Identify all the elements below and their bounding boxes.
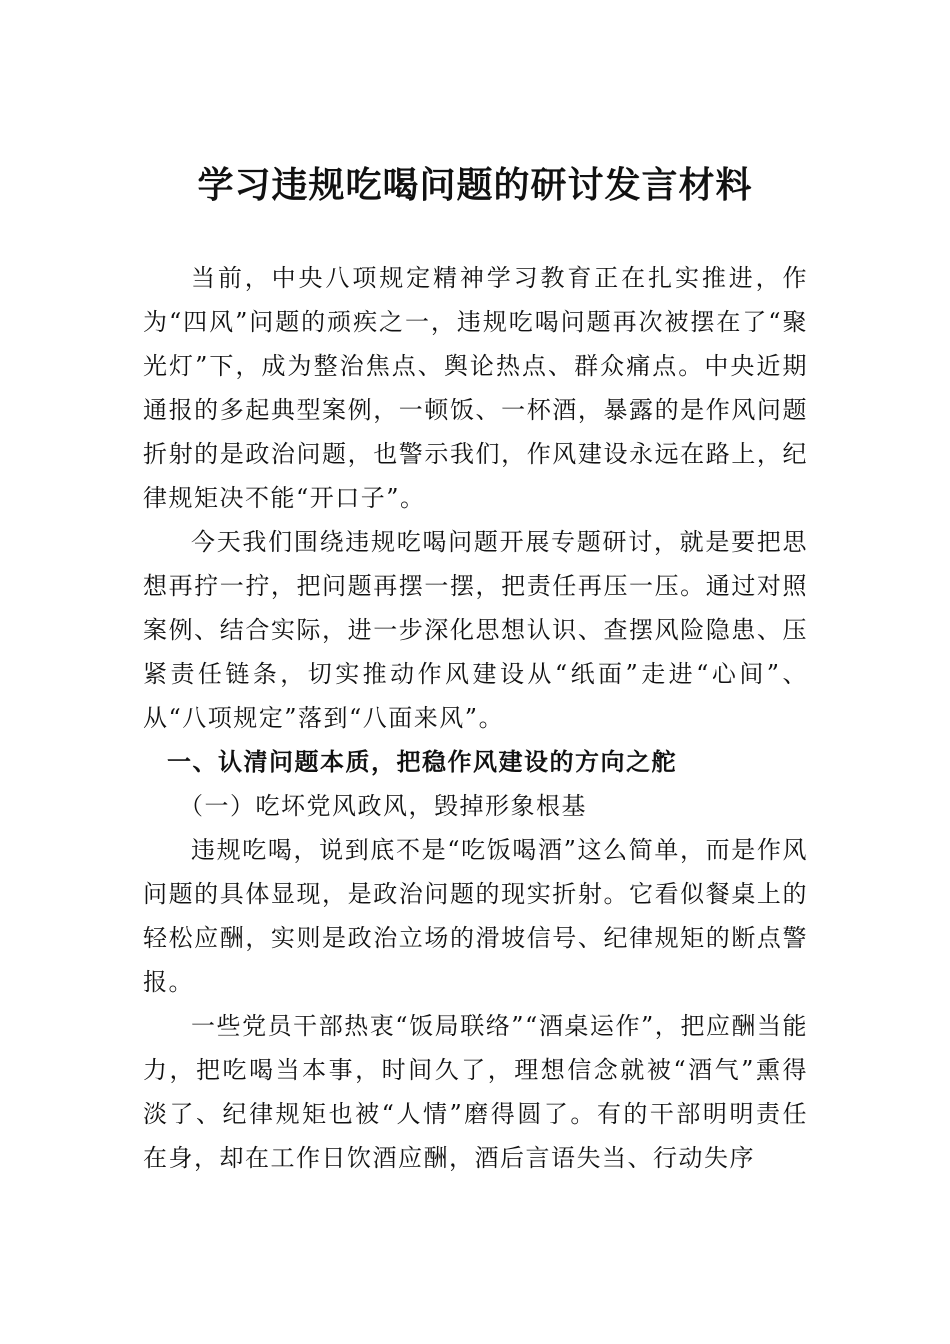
section1-paragraph-1: 违规吃喝，说到底不是“吃饭喝酒”这么简单，而是作风问题的具体显现，是政治问题的现实折射。它看似餐桌上的轻松应酬，实则是政治立场的滑坡信号、纪律规矩的断点警报。 [143,836,808,996]
intro-paragraph-2: 今天我们围绕违规吃喝问题开展专题研讨，就是要把思想再拧一拧，把问题再摆一摆，把责任再压一压。通过对照案例、结合实际，进一步深化思想认识、查摆风险隐患、压紧责任链条，切实推动作风建设从“纸面”走进“心间”、从“八项规定”落到“八面来风”。 [143,528,808,732]
document-body [143,256,808,1180]
document-title: 学习违规吃喝问题的研讨发言材料 [197,164,753,206]
section-heading-1: 一、认清问题本质，把稳作风建设的方向之舵 [167,748,677,776]
intro-paragraph-1: 当前，中央八项规定精神学习教育正在扎实推进，作为“四风”问题的顽疾之一，违规吃喝问题再次被摆在了“聚光灯”下，成为整治焦点、舆论热点、群众痛点。中央近期通报的多起典型案例，一顿饭、一杯酒，暴露的是作风问题折射的是政治问题，也警示我们，作风建设永远在路上，纪律规矩决不能“开口子”。 [143,264,808,512]
section1-paragraph-2: 一些党员干部热衷“饭局联络”“酒桌运作”，把应酬当能力，把吃喝当本事，时间久了，理想信念就被“酒气”熏得淡了、纪律规矩也被“人情”磨得圆了。有的干部明明责任在身，却在工作日饮酒应酬，酒后言语失当、行动失序 [143,1012,808,1172]
subsection-heading-1: （一）吃坏党风政风，毁掉形象根基 [179,792,587,820]
